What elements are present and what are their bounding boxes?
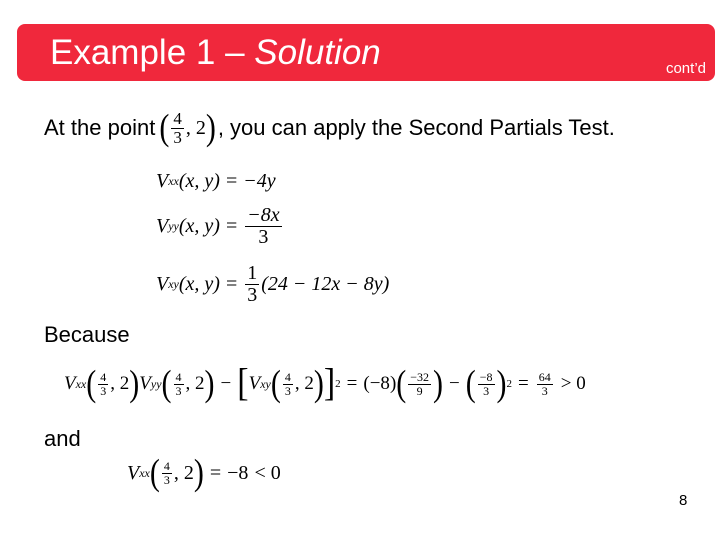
second-test-expression: V xx ( $\frac{4}{3}$ , 2 ) = −8 < 0 bbox=[127, 451, 281, 493]
vxx-sub: xx bbox=[168, 174, 179, 188]
vxy-sub: xy bbox=[168, 277, 179, 291]
vxy-rhs: (24 − 12x − 8y) bbox=[261, 273, 390, 295]
point-x-numerator: 4 bbox=[173, 109, 182, 128]
vxx-args: (x, y) bbox=[178, 170, 220, 192]
vxy-name: V bbox=[156, 273, 169, 295]
vxy-args: (x, y) bbox=[178, 273, 220, 295]
disc-value-b-num: −32 bbox=[410, 369, 430, 384]
title-main: Example 1 – bbox=[50, 33, 255, 72]
second-test-comparison: < 0 bbox=[254, 461, 281, 484]
vyy-numerator: −8x bbox=[247, 204, 280, 226]
vxx-name: V bbox=[156, 170, 169, 192]
vyy-denominator: 3 bbox=[258, 226, 269, 248]
disc-value-b-den: 9 bbox=[416, 383, 423, 398]
vyy-name: V bbox=[156, 215, 169, 237]
slide-title bbox=[50, 32, 381, 74]
point-y: 2 bbox=[195, 117, 206, 140]
point-expression: ( $\frac{4}{3}$ , 2 ) bbox=[159, 107, 216, 149]
disc-comparison: > 0 bbox=[560, 373, 586, 394]
vxx-equation: V xx (x, y) = −4y bbox=[156, 170, 276, 192]
disc-value-c-num: −8 bbox=[479, 369, 493, 384]
discriminant-expression: V xx ( $\frac{4}{3}$ , 2 ) V yy ( $\frac{4}{3}$ , 2 ) − [ V xy ( $\frac{4}{3}$ , 2 ) ] 2 = ( −8 ) ( $\frac{-32}{9}$ ) − ( $\frac{-8}{3}$ ) 2 = $\frac{64}{3}$ > 0 bbox=[64, 362, 586, 405]
page-number: 8 bbox=[679, 492, 688, 509]
title-italic: Solution bbox=[254, 33, 381, 72]
vyy-equation: V yy (x, y) = $\frac{-8x}{3}$ bbox=[156, 204, 280, 248]
intro-after: , you can apply the Second Partials Test. bbox=[217, 115, 615, 141]
point-x-denominator: 3 bbox=[173, 127, 182, 147]
vxy-coef-denominator: 3 bbox=[247, 284, 258, 306]
vxy-coef-numerator: 1 bbox=[247, 262, 258, 284]
and-label: and bbox=[44, 426, 81, 451]
continued-label: cont’d bbox=[665, 60, 706, 77]
vxx-rhs: −4y bbox=[243, 170, 276, 192]
disc-result-num: 64 bbox=[538, 369, 551, 384]
because-label: Because bbox=[44, 322, 130, 347]
vxy-equation: V xy (x, y) = $\frac{1}{3}$ (24 − 12x − 8y) bbox=[156, 262, 390, 306]
disc-result-den: 3 bbox=[541, 383, 548, 398]
title-bar bbox=[17, 24, 715, 81]
disc-value-c-den: 3 bbox=[483, 383, 490, 398]
intro-line bbox=[44, 107, 615, 149]
second-test-value: −8 bbox=[227, 461, 249, 484]
vyy-sub: yy bbox=[168, 219, 179, 233]
disc-value-a: −8 bbox=[369, 373, 390, 394]
intro-before: At the point bbox=[44, 115, 156, 141]
vyy-args: (x, y) bbox=[178, 215, 220, 237]
